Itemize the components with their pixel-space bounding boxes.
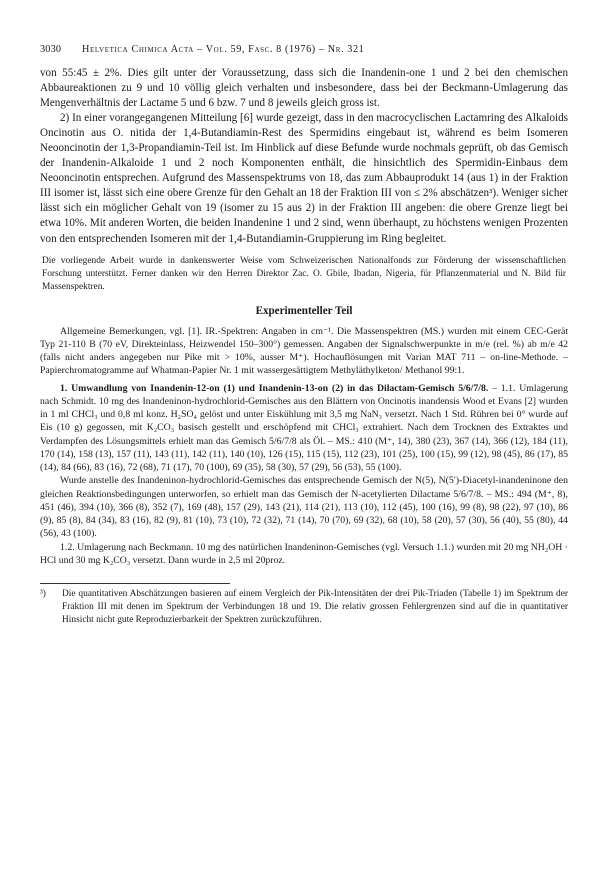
paragraph-ratio-conclusion: von 55:45 ± 2%. Dies gilt unter der Voraussetzung, dass sich die Inandenin-one 1 und 2 bei den chemischen Abbaureaktionen zu 9 und 10 völlig gleich verhalten und insbesondere, dass bei der Beckmann-Umlagerung das Mengenverhältnis der Lactame 5 und 6 bzw. 7 und 8 jeweils gleich gross ist. [40, 67, 568, 110]
footnote-divider [40, 583, 230, 584]
section-title: Experimenteller Teil [255, 304, 353, 317]
footnote-marker: ³) [40, 589, 46, 600]
page-number: 3030 [40, 44, 62, 55]
footnote-3 [40, 588, 568, 627]
experiment-1-text: – 1.1. Umlagerung nach Schmidt. 10 mg des Inandeninon-hydrochlorid-Gemisches aus den Blättern von Oncinotis inandensis Wood et Evans [2] wurden in 1 ml CHCl₃ und 0,8 ml konz. H₂SO₄ gelöst und unter Eiskühlung mit 3,5 mg NaN₃ versetzt. Nach 1 Std. Rühren bei 0° wurde auf Eis (10 g) gegossen, mit K₂CO₃ basisch gestellt und erschöpfend mit CHCl₃ extrahiert. Nach dem Trocknen des Extraktes und Verdampfen des Lösungsmittels erhielt man das Gemisch 5/6/7/8 als Öl. – MS.: 410 (M⁺, 14), 380 (23), 367 (14), 366 (12), 184 (11), 170 (14), 158 (13), 157 (11), 143 (11), 142 (11), 140 (10), 126 (15), 115 (15), 112 (23), 101 (25), 100 (15), 99 (12), 98 (45), 86 (17), 85 (14), 84 (66), 83 (16), 72 (68), 71 (17), 70 (100), 69 (35), 58 (30), 57 (29), 56 (53), 55 (100). [40, 382, 568, 474]
footnote-text: Die quantitativen Abschätzungen basieren auf einem Vergleich der Pik-Intensitäten der drei Pik-Triaden (Tabelle 1) im Spektrum der Fraktion III mit denen im Spektrum der Verbindungen 18 und 19. Die relativ grossen Fehlergrenzen sind auf die in quantitativer Hinsicht nicht gute Reproduzierbarkeit der Spektren zurückzuführen. [62, 589, 568, 626]
running-header [40, 44, 568, 58]
experiment-1-beckmann: 1.2. Umlagerung nach Beckmann. 10 mg des natürlichen Inandeninon-Gemisches (vgl. Versuch 1.1.) wurden mit 20 mg NH₂OH · HCl und 30 mg K₂CO₃ versetzt. Dann wurde in 2,5 ml 20proz. [40, 541, 568, 566]
journal-citation: Helvetica Chimica Acta – Vol. 59, Fasc. 8 (1976) – Nr. 321 [82, 44, 365, 55]
paragraph-spermidine-incorporation: 2) In einer vorangegangenen Mitteilung [6] wurde gezeigt, dass in den macrocyclischen Lactamring des Alkaloids Oncinotin aus O. nitida der 1,4-Butandiamin-Rest des Spermidins eingebaut ist, während es beim Isomeren Neooncinotin der 1,3-Propandiamin-Teil ist. Im Hinblick auf diese Befunde wurde nochmals geprüft, ob das Gemisch der Inandenin-Alkaloide 1 und 2 noch Komponenten enthält, die hinsichtlich des Spermidin-Einbaus dem Neooncinotin entsprechen. Aufgrund des Massenspektrums von 18, das zum Abbauprodukt 14 (aus 1) in der Fraktion III isomer ist, lässt sich eine obere Grenze für den Gehalt an 18 der Fraktion III von ≤ 2% abschätzen³). Weniger sicher lässt sich ein möglicher Gehalt von 19 (isomer zu 15 aus 2) in der Fraktion III angeben: die obere Grenze liegt bei etwa 10%. Mit anderen Worten, die beiden Inandenine 1 und 2 sind, wenn überhaupt, zu höchstens wenigen Prozenten von den entsprechenden Isomeren mit der 1,4-Butandiamin-Gruppierung im Ring begleitet. [40, 112, 568, 245]
page-body [40, 66, 568, 627]
acknowledgements: Die vorliegende Arbeit wurde in dankenswerter Weise vom Schweizerischen Nationalfonds zur Förderung der wissenschaftlichen Forschung unterstützt. Ferner danken wir den Herren Direktor Zac. O. Gbile, Ibadan, Nigeria, für Pflanzenmaterial und N. Bild für Massenspektren. [42, 255, 566, 292]
experiment-1-heading: 1. Umwandlung von Inandenin-12-on (1) und Inandenin-13-on (2) in das Dilactam-Gemisch 5/6/7/8. [60, 382, 489, 394]
experiment-1-paragraph [40, 382, 568, 475]
general-remarks: Allgemeine Bemerkungen, vgl. [1]. IR.-Spektren: Angaben in cm⁻¹. Die Massenspektren (MS.) wurden mit einem CEC-Gerät Typ 21-110 B (70 eV, Direkteinlass, Heizwendel 150–300°) gemessen. Angaben der Signalschwerpunkte in m/e (rel. %) ab m/e 42 (falls nicht anders angegeben nur Pike mit > 10%, ausser M⁺). Hochauflösungen mit Varian MAT 711 – on-line-Methode. – Papierchromatogramme auf Whatman-Papier Nr. 1 mit wassergesättigtem Methyläthylketon/ Methanol 99:1. [40, 325, 568, 377]
experiment-1-acetylated: Wurde anstelle des Inandeninon-hydrochlorid-Gemisches das entsprechende Gemisch der N(5), N(5′)-Diacetyl-inandeninone den gleichen Reaktionsbedingungen unterworfen, so erhielt man das Gemisch der N-acetylierten Dilactame 5/6/7/8. – MS.: 494 (M⁺, 8), 451 (46), 394 (10), 366 (8), 352 (7), 169 (48), 157 (29), 143 (21), 114 (21), 113 (10), 112 (45), 100 (16), 99 (8), 98 (22), 97 (10), 86 (9), 85 (8), 84 (34), 83 (16), 82 (9), 81 (10), 73 (10), 72 (32), 71 (14), 70 (70), 69 (32), 68 (10), 58 (20), 57 (30), 56 (40), 55 (80), 44 (56), 43 (100). [40, 475, 568, 540]
